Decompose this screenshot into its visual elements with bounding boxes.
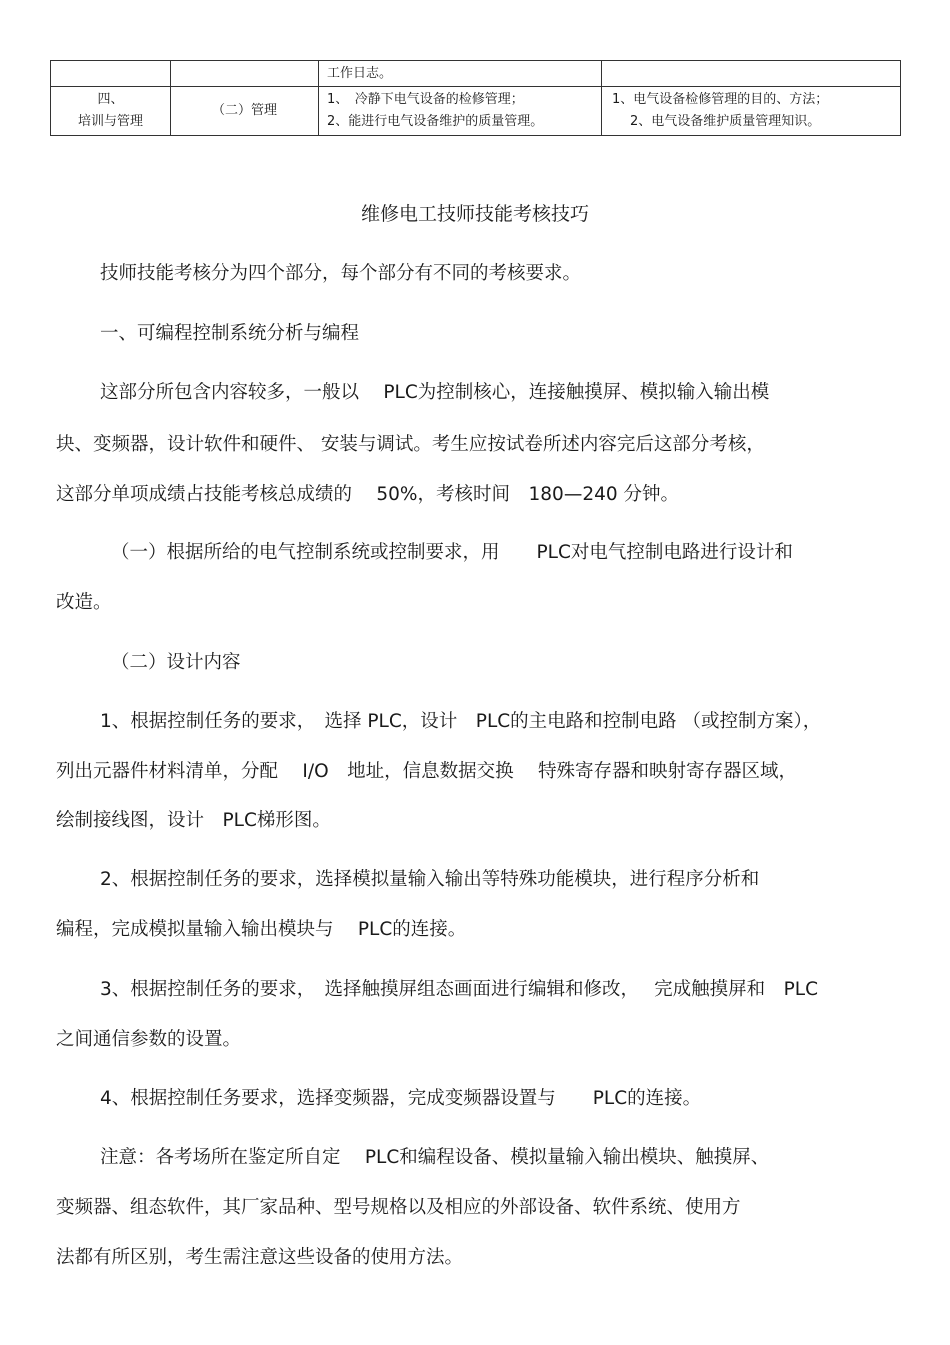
list-item-line: 之间通信参数的设置。 [56, 1029, 242, 1050]
paragraph-line: 这部分单项成绩占技能考核总成绩的 50%，考核时间 180—240 分钟。 [56, 484, 680, 505]
knowledge-requirement-1: 1、电气设备检修管理的目的、方法； [612, 92, 829, 107]
skill-requirements-cell [319, 87, 602, 136]
note-line: 法都有所区别，考生需注意这些设备的使用方法。 [56, 1247, 464, 1268]
list-item-line: 编程，完成模拟量输入输出模块与 PLC的连接。 [56, 919, 467, 940]
table-row [51, 61, 901, 87]
subsection-heading: （二）设计内容 [111, 652, 241, 673]
category-cell [51, 87, 171, 136]
list-item-line: 绘制接线图，设计 PLC梯形图。 [56, 810, 331, 831]
paragraph-line: 块、变频器，设计软件和硬件、 安装与调试。考生应按试卷所述内容完后这部分考核， [56, 434, 765, 455]
skill-requirement-2: 2、能进行电气设备维护的质量管理。 [327, 114, 544, 129]
table-row [51, 87, 901, 136]
subcategory-cell: （二）管理 [171, 87, 319, 136]
skill-requirement-1: 1、 冷静下电气设备的检修管理； [327, 92, 524, 107]
note-line: 注意：各考场所在鉴定所自定 PLC和编程设备、模拟量输入输出模块、触摸屏、 [100, 1147, 770, 1168]
intro-paragraph: 技师技能考核分为四个部分，每个部分有不同的考核要求。 [100, 263, 582, 284]
list-item-line: 列出元器件材料清单，分配 I/O 地址，信息数据交换 特殊寄存器和映射寄存器区域， [56, 761, 798, 782]
note-line: 变频器、组态软件，其厂家品种、型号规格以及相应的外部设备、软件系统、使用方 [56, 1197, 741, 1218]
section-heading: 一、可编程控制系统分析与编程 [100, 323, 360, 344]
table-cell [171, 61, 319, 87]
knowledge-requirements-cell [602, 87, 901, 136]
list-item-line: 4、根据控制任务要求，选择变频器，完成变频器设置与 PLC的连接。 [100, 1088, 702, 1109]
category-label: 培训与管理 [77, 114, 143, 129]
list-item-line: 2、根据控制任务的要求，选择模拟量输入输出等特殊功能模块，进行程序分析和 [100, 869, 760, 890]
list-item-line: 1、根据控制任务的要求， 选择 PLC，设计 PLC的主电路和控制电路 （或控制方案）， [100, 711, 822, 732]
subsection-line: 改造。 [56, 592, 112, 613]
subsection-line: （一）根据所给的电气控制系统或控制要求，用 PLC对电气控制电路进行设计和 [111, 542, 793, 563]
knowledge-requirement-2: 2、电气设备维护质量管理知识。 [630, 114, 821, 129]
document-title: 维修电工技师技能考核技巧 [360, 203, 589, 225]
table-cell [602, 61, 901, 87]
category-number: 四、 [97, 92, 124, 107]
paragraph-line: 这部分所包含内容较多，一般以 PLC为控制核心，连接触摸屏、模拟输入输出模 [100, 382, 770, 403]
table-cell [51, 61, 171, 87]
table-cell: 工作日志。 [319, 61, 602, 87]
list-item-line: 3、根据控制任务的要求， 选择触摸屏组态画面进行编辑和修改， 完成触摸屏和 PLC [100, 979, 819, 1000]
training-requirements-table [50, 60, 901, 136]
